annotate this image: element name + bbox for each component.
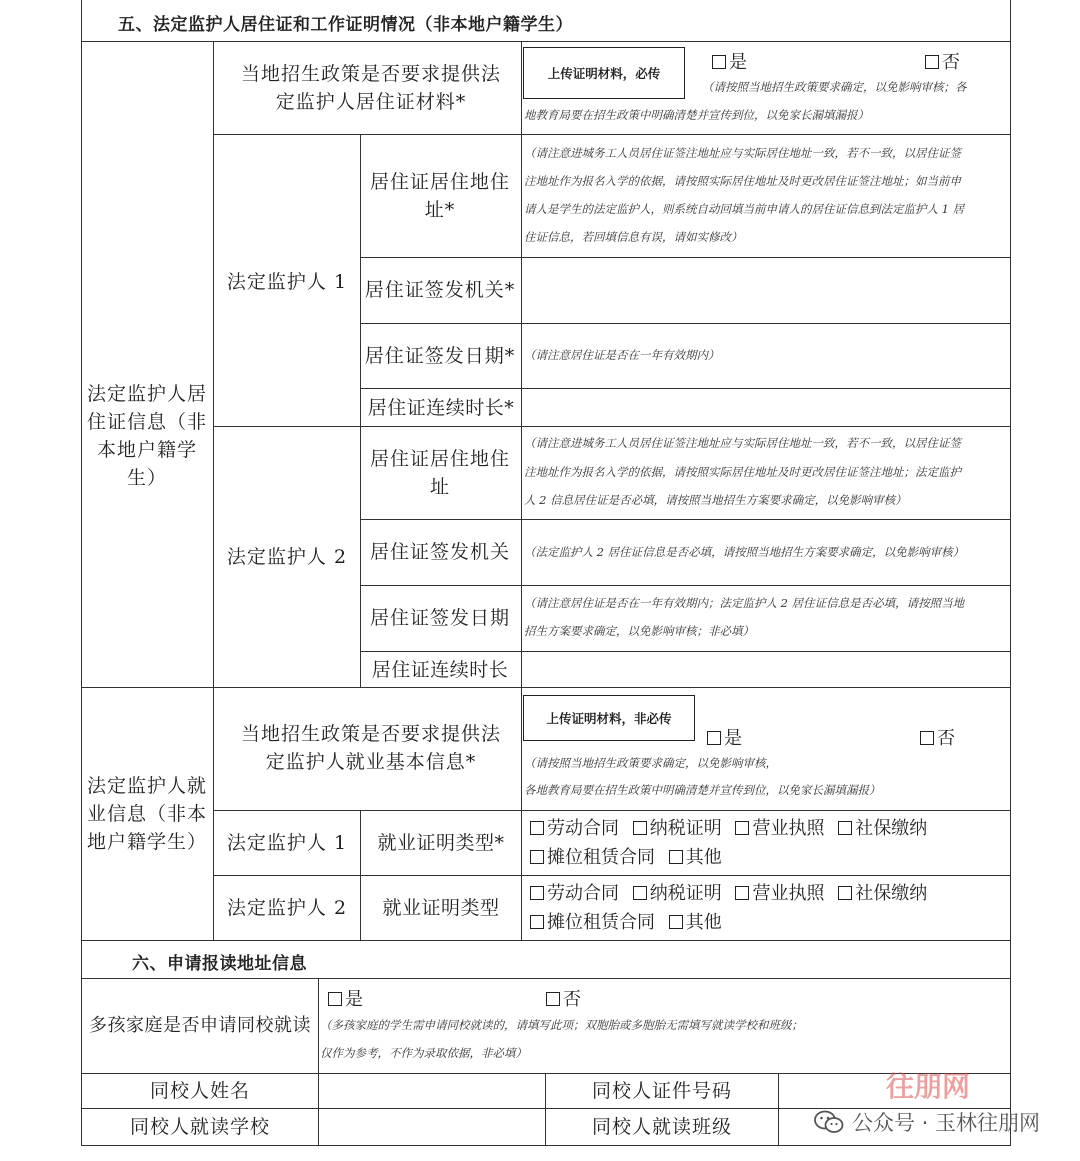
watermark-logo: 往朋网	[885, 1070, 970, 1103]
g1-address-note: 请人是学生的法定监护人，则系统自动回填当前申请人的居住证信息到法定监护人 1 居	[524, 202, 965, 216]
checkbox-no[interactable]	[546, 992, 560, 1006]
sibling-name-input[interactable]	[320, 1075, 544, 1107]
residence-policy-question: 当地招生政策是否要求提供法定监护人居住证材料*	[240, 63, 501, 113]
sibling-school-input[interactable]	[320, 1110, 544, 1144]
employment-note-line: 各地教育局要在招生政策中明确清楚并宣传到位，以免家长漏填漏报）	[524, 783, 881, 797]
residence-policy-no[interactable]: 否	[925, 48, 960, 74]
g1-date-label: 居住证签发日期*	[364, 345, 516, 367]
option-labor-contract[interactable]: 劳动合同	[530, 883, 619, 904]
g1-authority-label: 居住证签发机关*	[364, 279, 516, 301]
g2-duration-label: 居住证连续时长	[371, 658, 509, 681]
section-6-title: 六、申请报读地址信息	[132, 954, 307, 974]
g2-address-label: 居住证居住地住址	[369, 448, 510, 498]
residence-policy-yes[interactable]: 是	[712, 48, 747, 74]
g1-address-note: 注地址作为报名入学的依据，请按照实际居住地址及时更改居住证签注地址；如当前申	[524, 174, 961, 188]
option-social-security[interactable]: 社保缴纳	[838, 883, 927, 904]
checkbox-yes[interactable]	[707, 731, 721, 745]
wechat-icon	[814, 1109, 844, 1135]
g1-authority-input[interactable]	[523, 259, 1009, 322]
checkbox-no[interactable]	[920, 731, 934, 745]
option-stall-lease[interactable]: 摊位租赁合同	[530, 912, 655, 933]
employment-guardian-1-label: 法定监护人 1	[226, 832, 348, 854]
watermark-text: 公众号 · 玉林往朋网	[851, 1111, 1040, 1135]
g1-duration-label: 居住证连续时长*	[367, 396, 515, 419]
employment-type-required-label: 就业证明类型*	[377, 832, 505, 854]
g2-address-note: 注地址作为报名入学的依据，请按照实际居住地址及时更改居住证签注地址；法定监护	[524, 465, 961, 479]
g1-date-note: （请注意居住证是否在一年有效期内）	[524, 348, 720, 362]
option-tax-proof[interactable]: 纳税证明	[633, 883, 722, 904]
sibling-note-line: （多孩家庭的学生需申请同校就读的，请填写此项；双胞胎或多胞胎无需填写就读学校和班级；	[320, 1018, 803, 1032]
employment-policy-yes[interactable]: 是	[707, 724, 742, 750]
sibling-yes[interactable]: 是	[328, 985, 363, 1011]
employment-options-g2	[530, 879, 935, 937]
upload-optional-button[interactable]: 上传证明材料，非必传	[523, 695, 695, 741]
g2-date-note: 招生方案要求确定，以免影响审核；非必填）	[524, 624, 754, 638]
policy-note-line: 地教育局要在招生政策中明确清楚并宣传到位，以免家长漏填漏报）	[524, 108, 869, 122]
residence-group-label: 法定监护人居住证信息（非本地户籍学生）	[86, 383, 207, 489]
option-other[interactable]: 其他	[669, 912, 722, 933]
upload-required-button[interactable]: 上传证明材料，必传	[523, 47, 685, 99]
option-tax-proof[interactable]: 纳税证明	[633, 818, 722, 839]
employment-options-g1	[530, 814, 935, 872]
table-border-right	[1010, 0, 1011, 1146]
g2-address-note: （请注意进城务工人员居住证签注地址应与实际居住地址一致，若不一致，以居住证签	[524, 436, 961, 450]
g2-date-note: （请注意居住证是否在一年有效期内；法定监护人 2 居住证信息是否必填，请按照当地	[524, 596, 965, 610]
g1-duration-input[interactable]	[523, 390, 1009, 425]
policy-note-line: （请按照当地招生政策要求确定，以免影响审核；各	[702, 80, 967, 94]
table-border-bottom	[81, 1145, 1011, 1146]
checkbox-no[interactable]	[925, 55, 939, 69]
employment-type-label: 就业证明类型	[382, 897, 500, 919]
g2-authority-label: 居住证签发机关	[369, 541, 510, 563]
watermark	[814, 1070, 1040, 1137]
g1-address-label: 居住证居住地住址*	[369, 171, 510, 221]
employment-policy-question: 当地招生政策是否要求提供法定监护人就业基本信息*	[240, 723, 501, 773]
checkbox-yes[interactable]	[712, 55, 726, 69]
option-business-license[interactable]: 营业执照	[735, 818, 824, 839]
checkbox-yes[interactable]	[328, 992, 342, 1006]
option-labor-contract[interactable]: 劳动合同	[530, 818, 619, 839]
g2-date-label: 居住证签发日期	[369, 607, 510, 629]
guardian-2-label: 法定监护人 2	[226, 546, 348, 568]
g2-duration-input[interactable]	[523, 652, 1009, 686]
employment-note-line: （请按照当地招生政策要求确定，以免影响审核，	[524, 756, 777, 770]
employment-policy-no[interactable]: 否	[920, 724, 955, 750]
guardian-1-label: 法定监护人 1	[226, 271, 348, 293]
sibling-name-label: 同校人姓名	[149, 1080, 250, 1102]
table-border-left	[81, 0, 82, 1146]
sibling-class-label: 同校人就读班级	[591, 1116, 732, 1138]
sibling-no[interactable]: 否	[546, 985, 581, 1011]
option-other[interactable]: 其他	[669, 847, 722, 868]
option-business-license[interactable]: 营业执照	[735, 883, 824, 904]
sibling-question: 多孩家庭是否申请同校就读	[89, 1015, 311, 1036]
sibling-note-line: 仅作为参考，不作为录取依据，非必填）	[320, 1046, 527, 1060]
sibling-id-label: 同校人证件号码	[591, 1080, 732, 1102]
section-5-title: 五、法定监护人居住证和工作证明情况（非本地户籍学生）	[118, 15, 573, 35]
employment-guardian-2-label: 法定监护人 2	[226, 897, 348, 919]
g1-address-note: 住证信息，若回填信息有误，请如实修改）	[524, 230, 743, 244]
option-stall-lease[interactable]: 摊位租赁合同	[530, 847, 655, 868]
sibling-school-label: 同校人就读学校	[129, 1116, 270, 1138]
g2-authority-note: （法定监护人 2 居住证信息是否必填，请按照当地招生方案要求确定，以免影响审核）	[524, 545, 965, 559]
g1-address-note: （请注意进城务工人员居住证签注地址应与实际居住地址一致，若不一致，以居住证签	[524, 146, 961, 160]
g2-address-note: 人 2 信息居住证是否必填，请按照当地招生方案要求确定，以免影响审核）	[524, 493, 907, 507]
employment-group-label: 法定监护人就业信息（非本地户籍学生）	[86, 775, 207, 853]
option-social-security[interactable]: 社保缴纳	[838, 818, 927, 839]
